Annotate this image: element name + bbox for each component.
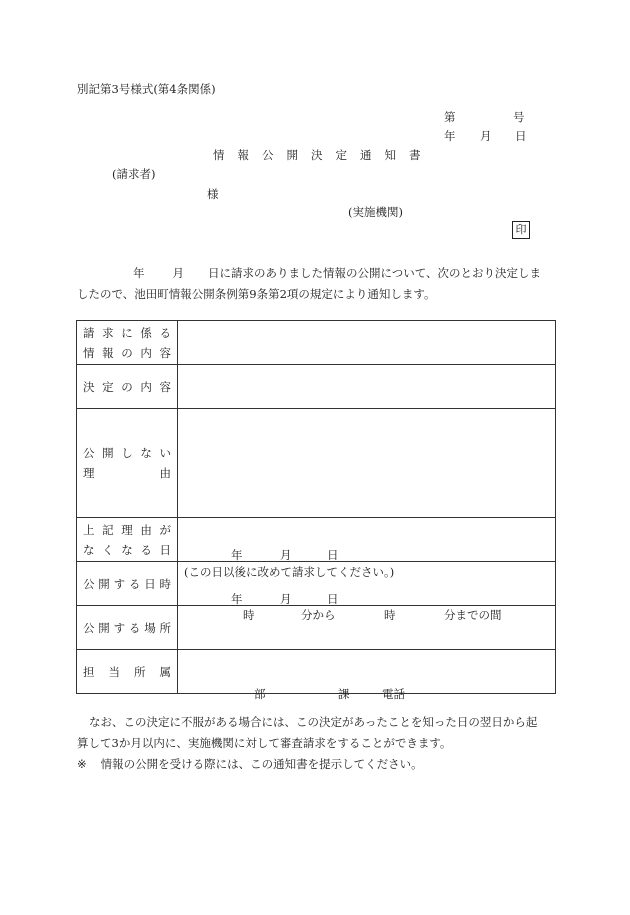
number-prefix: 第 — [444, 110, 456, 124]
dept-tel: 電話 — [382, 686, 405, 701]
dept-ka: 課 — [338, 686, 350, 701]
label-char: 公 — [83, 446, 95, 460]
label-char: な — [83, 542, 95, 557]
label-char: す — [113, 576, 126, 591]
label-char: る — [128, 576, 141, 591]
label-char: 決 — [83, 379, 95, 394]
requester-label: (請求者) — [112, 167, 156, 181]
datetime-minute-from: 分から — [301, 607, 336, 622]
label-char: 理 — [83, 466, 95, 480]
honorific-sama: 様 — [207, 187, 219, 201]
label-char: 公 — [83, 576, 95, 591]
label-char: に — [121, 325, 133, 340]
label-line — [83, 443, 171, 463]
title-char: 定 — [335, 148, 347, 162]
document-title — [213, 149, 421, 163]
table-row — [77, 518, 556, 562]
label-char: 由 — [140, 522, 152, 537]
label-char: 理 — [121, 522, 133, 537]
intro-paragraph — [77, 263, 557, 305]
title-char: 書 — [409, 148, 421, 162]
label-char: し — [121, 446, 133, 460]
label-char: の — [121, 345, 133, 360]
label-char: 容 — [159, 345, 171, 360]
intro-month: 月 — [172, 266, 184, 280]
datetime-hour-until: 時 — [384, 607, 396, 622]
value-requested-info — [178, 321, 556, 365]
label-char: 容 — [159, 379, 171, 394]
label-char: 情 — [83, 345, 95, 360]
label-char: 属 — [159, 664, 171, 679]
datetime-minute-until: 分までの間 — [444, 607, 502, 622]
label-line — [83, 662, 171, 682]
label-char: 時 — [159, 576, 171, 591]
seal-mark: 印 — [512, 221, 530, 239]
note-mark: ※ — [77, 757, 87, 771]
dept-bu: 部 — [254, 686, 266, 701]
title-char: 公 — [262, 148, 274, 162]
number-suffix: 号 — [513, 110, 525, 124]
title-char: 報 — [237, 148, 249, 162]
label-char: く — [102, 542, 114, 557]
label-line — [83, 343, 171, 363]
title-char: 開 — [286, 148, 298, 162]
label-char: 場 — [144, 620, 156, 635]
label-char: 上 — [83, 522, 95, 537]
reason-end-month: 月 — [280, 547, 292, 562]
appeal-line2: 算して3か月以内に、実施機関に対して審査請求をすることができます。 — [77, 736, 452, 750]
date-month: 月 — [480, 129, 492, 143]
datetime-day: 日 — [327, 591, 339, 606]
intro-line1: 日に請求のありました情報の公開について、次のとおり決定しま — [208, 266, 542, 280]
label-line — [83, 540, 171, 560]
label-char: な — [140, 446, 152, 460]
label-char: る — [159, 325, 171, 340]
label-char: 請 — [83, 325, 95, 340]
label-char: 内 — [140, 379, 152, 394]
label-line — [83, 520, 171, 540]
label-line — [83, 618, 171, 638]
table-row — [77, 650, 556, 694]
label-char: 開 — [98, 620, 110, 635]
label-char: 担 — [83, 664, 95, 679]
label-line — [83, 463, 171, 483]
date-day: 日 — [515, 129, 527, 143]
label-reason-end-date — [77, 518, 178, 562]
label-char: 公 — [83, 620, 95, 635]
label-char: 開 — [98, 576, 110, 591]
title-char: 情 — [213, 148, 225, 162]
title-char: 通 — [360, 148, 372, 162]
date-year: 年 — [444, 129, 456, 143]
label-char: 日 — [159, 542, 171, 557]
table-row — [77, 409, 556, 518]
label-char: す — [113, 620, 126, 635]
form-reference: 別記第3号様式(第4条関係) — [77, 82, 216, 96]
value-reason-end-date — [178, 518, 556, 579]
intro-year: 年 — [133, 266, 145, 280]
datetime-hour-from: 時 — [243, 607, 255, 622]
reason-end-year: 年 — [231, 547, 243, 562]
notice-form-table — [76, 320, 556, 701]
reason-end-day: 日 — [327, 547, 339, 562]
label-char: 内 — [140, 345, 152, 360]
label-char: る — [128, 620, 141, 635]
label-char: 開 — [102, 446, 114, 460]
label-disclosure-place — [77, 606, 178, 650]
label-char: 報 — [102, 345, 114, 360]
label-char: 係 — [140, 325, 152, 340]
intro-line2: したので、池田町情報公開条例第9条第2項の規定により通知します。 — [77, 287, 436, 301]
label-char: の — [121, 379, 133, 394]
label-char: 記 — [102, 522, 114, 537]
value-responsible-dept — [178, 650, 556, 701]
agency-label: (実施機関) — [348, 205, 403, 219]
label-line — [83, 377, 171, 397]
value-non-disclosure-reason — [178, 409, 556, 518]
label-char: 所 — [134, 664, 146, 679]
reason-end-note: (この日以後に改めて請求してください。) — [184, 564, 395, 579]
datetime-month: 月 — [280, 591, 292, 606]
note-text: 情報の公開を受ける際には、この通知書を提示してください。 — [100, 757, 423, 771]
label-char: 当 — [108, 664, 120, 679]
label-char: 由 — [159, 466, 171, 480]
label-line — [83, 323, 171, 343]
table-row — [77, 365, 556, 409]
label-char: 所 — [159, 620, 171, 635]
label-char: 日 — [144, 576, 156, 591]
label-char: な — [121, 542, 133, 557]
appeal-line1: なお、この決定に不服がある場合には、この決定があったことを知った日の翌日から起 — [89, 715, 538, 729]
label-char: が — [159, 522, 171, 537]
label-disclosure-datetime — [77, 562, 178, 606]
datetime-year: 年 — [231, 591, 243, 606]
label-decision — [77, 365, 178, 409]
table-row — [77, 321, 556, 365]
label-requested-info — [77, 321, 178, 365]
value-decision — [178, 365, 556, 409]
label-char: 求 — [102, 325, 114, 340]
label-char: 定 — [102, 379, 114, 394]
appeal-notice — [77, 712, 557, 775]
label-line — [83, 574, 171, 594]
label-char: い — [159, 446, 171, 460]
label-responsible-dept — [77, 650, 178, 694]
label-non-disclosure-reason — [77, 409, 178, 518]
title-char: 知 — [384, 148, 396, 162]
title-char: 決 — [311, 148, 323, 162]
label-char: る — [140, 542, 152, 557]
